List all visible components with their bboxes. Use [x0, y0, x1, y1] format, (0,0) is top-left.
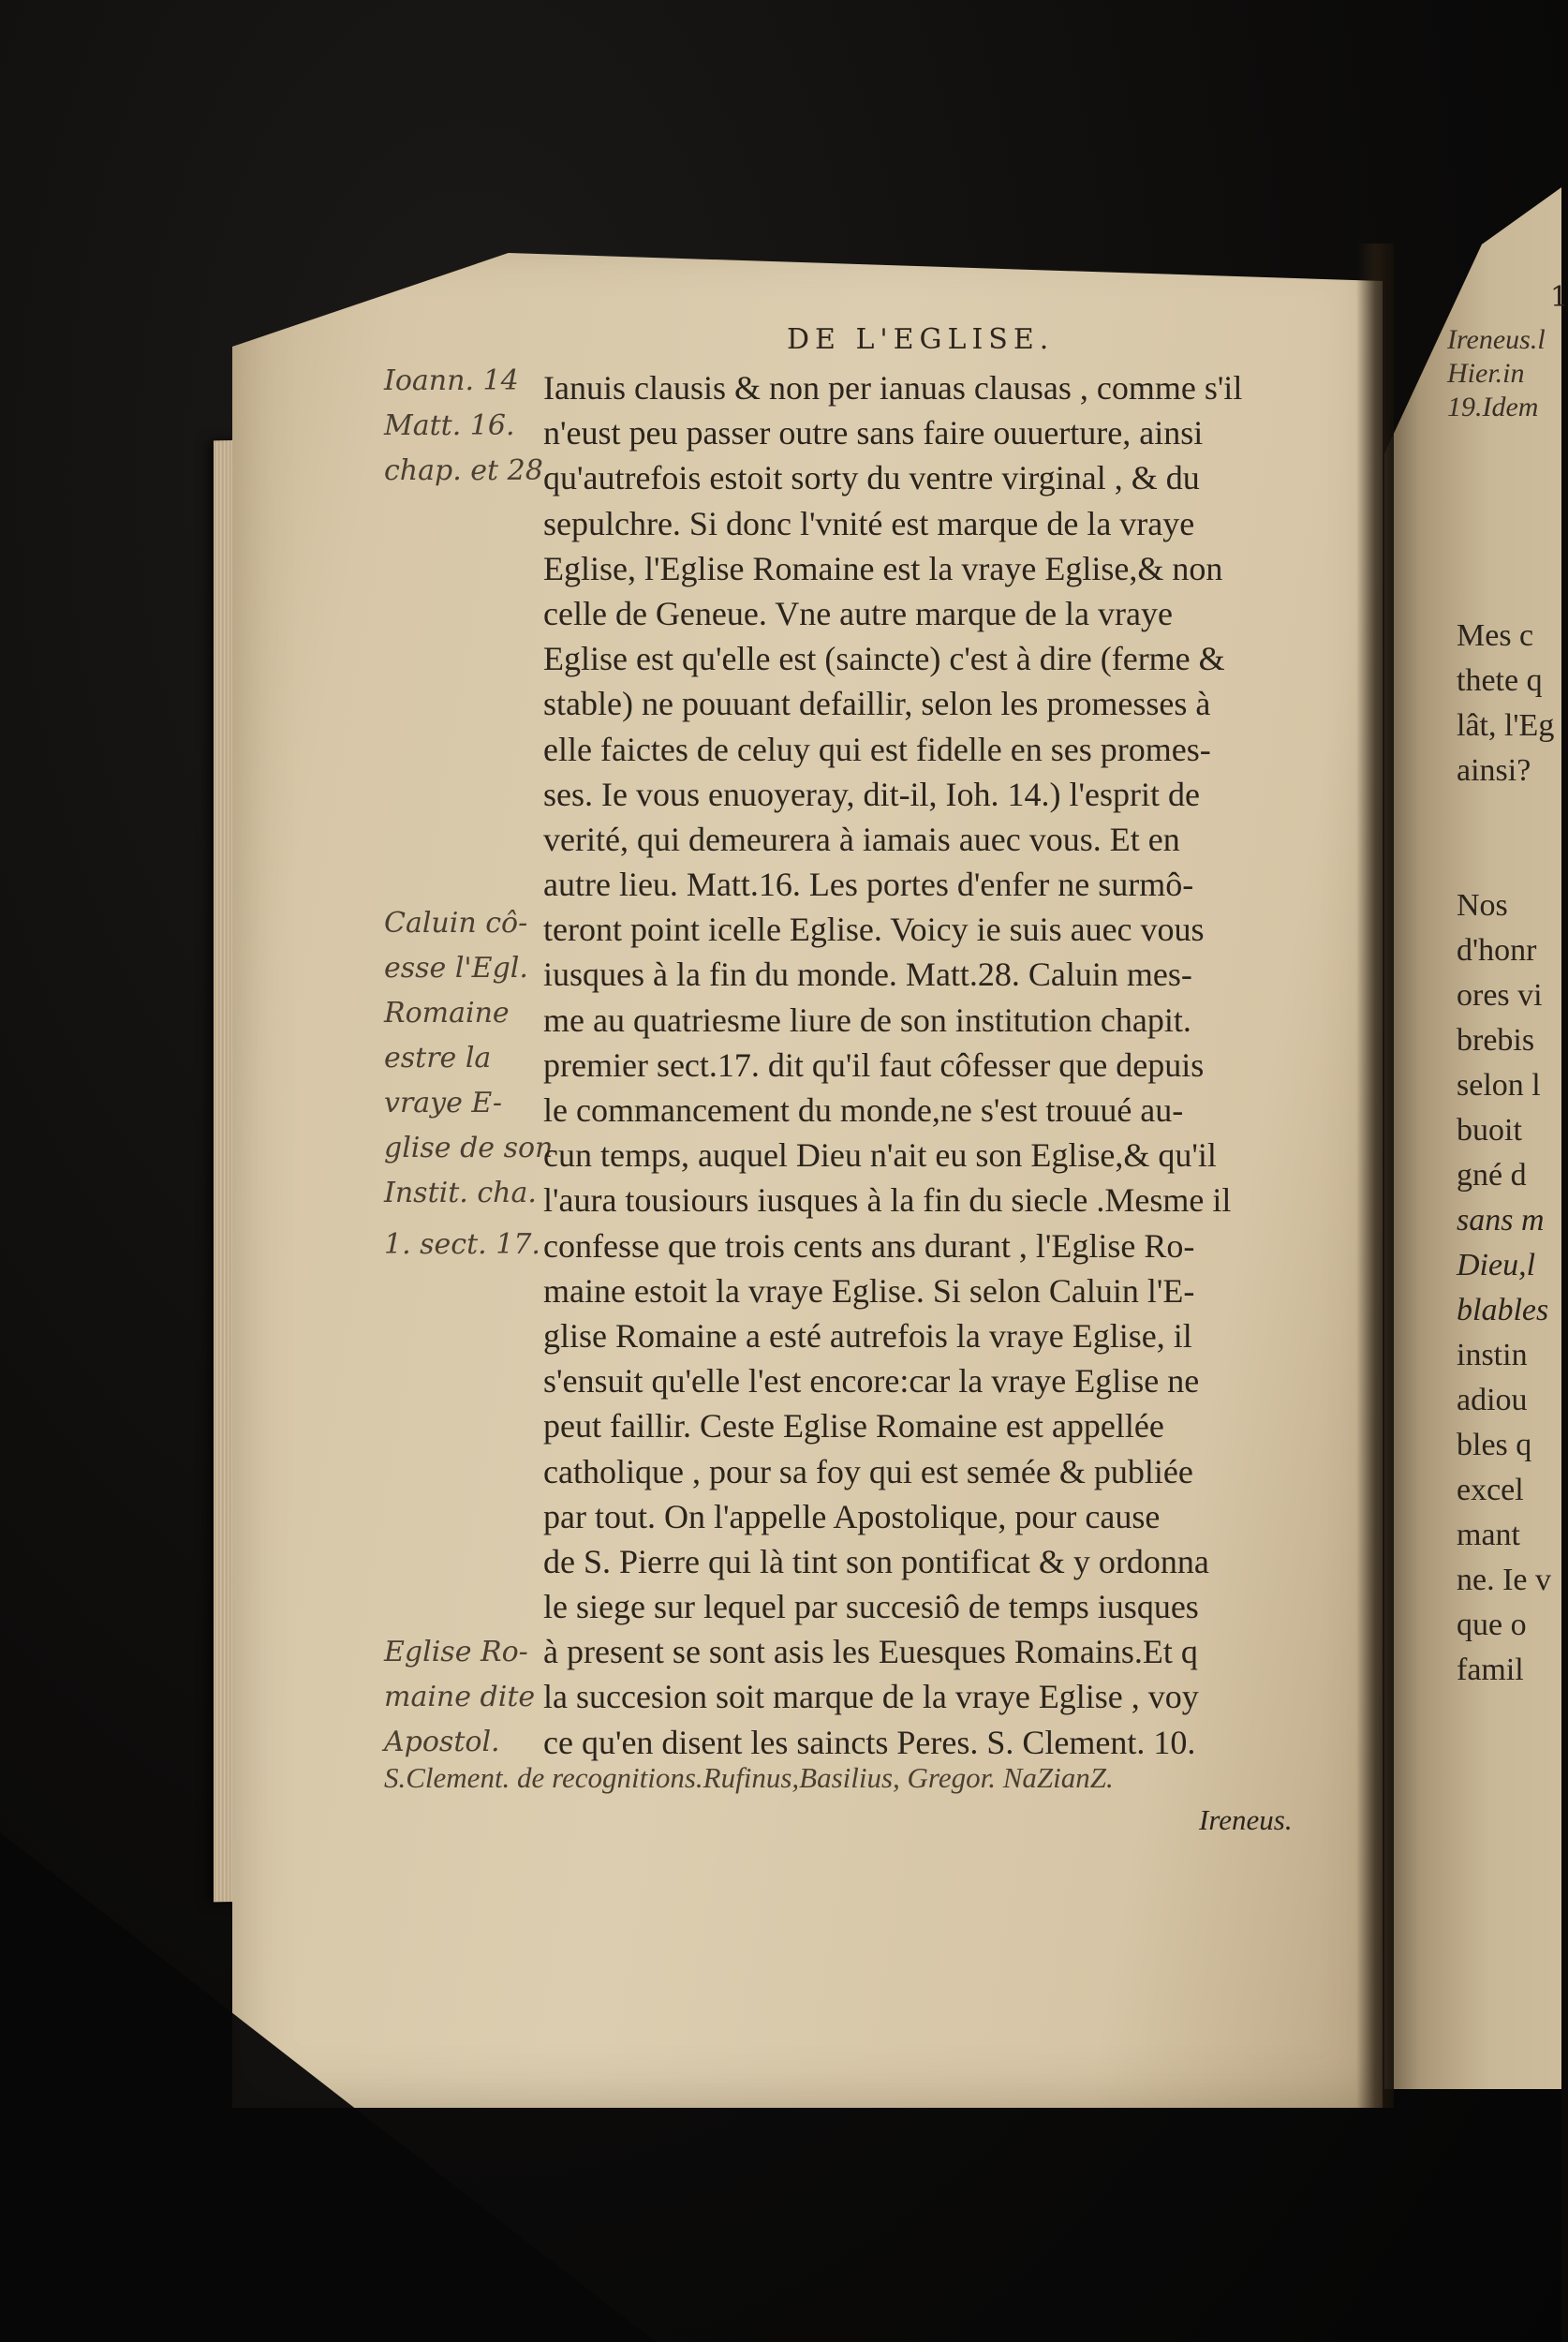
margin-note: Romaine: [384, 997, 510, 1030]
text-line: qu'autrefois estoit sorty du ventre virginal , & du: [543, 459, 1200, 497]
right-text-line: excel: [1457, 1473, 1524, 1507]
margin-note: vraye E-: [384, 1087, 503, 1119]
margin-note: esse l'Egl.: [384, 952, 528, 985]
right-text-line: selon l: [1457, 1068, 1541, 1103]
margin-note: Apostol.: [384, 1726, 500, 1758]
margin-note: 1. sect. 17.: [384, 1228, 540, 1261]
right-text-line: sans m: [1457, 1203, 1545, 1238]
right-text-line: instin: [1457, 1338, 1528, 1372]
right-text-line: mant: [1457, 1518, 1520, 1552]
right-text-line: [1457, 793, 1561, 838]
text-line: autre lieu. Matt.16. Les portes d'enfer ne surmô-: [543, 866, 1194, 904]
right-text-line: blables: [1457, 1293, 1549, 1327]
text-line: stable) ne pouuant defaillir, selon les promesses à: [543, 685, 1211, 723]
right-margin-notes: [1447, 323, 1560, 424]
right-margin-note: 19.Idem: [1447, 392, 1539, 422]
margin-note: Matt. 16.: [384, 409, 515, 442]
text-line: me au quatriesme liure de son institution chapit.: [543, 1001, 1191, 1039]
margin-note: maine dite: [384, 1681, 536, 1713]
text-line: par tout. On l'appelle Apostolique, pour cause: [543, 1497, 1161, 1535]
right-text-line: Nos: [1457, 888, 1508, 923]
text-line: maine estoit la vraye Eglise. Si selon Caluin l'E-: [543, 1271, 1195, 1310]
text-line: le commancement du monde,ne s'est trouué au-: [543, 1091, 1184, 1129]
text-line: ses. Ie vous enuoyeray, dit-il, Ioh. 14.) l'esprit de: [543, 775, 1200, 813]
text-line: elle faictes de celuy qui est fidelle en ses promes-: [543, 730, 1211, 768]
right-page-number: 1: [1550, 281, 1568, 314]
margin-note: estre la: [384, 1042, 492, 1075]
text-line: n'eust peu passer outre sans faire ouuerture, ainsi: [543, 414, 1204, 452]
text-line: confesse que trois cents ans durant , l'Eglise Ro-: [543, 1226, 1195, 1265]
text-line: glise Romaine a esté autrefois la vraye Eglise, il: [543, 1316, 1192, 1355]
text-line: Eglise, l'Eglise Romaine est la vraye Eglise,& non: [543, 549, 1223, 587]
bottom-reference: S.Clement. de recognitions.Rufinus,Basilius, Gregor. NaZianZ.: [384, 1761, 1114, 1794]
right-text-line: brebis: [1457, 1023, 1535, 1058]
margin-note: Ioann. 14: [384, 364, 519, 397]
right-text-line: d'honr: [1457, 933, 1537, 968]
margin-note: chap. et 28: [384, 454, 543, 487]
right-text-line: thete q: [1457, 663, 1543, 698]
text-line: celle de Geneue. Vne autre marque de la vraye: [543, 594, 1173, 632]
right-text-line: lât, l'Eg: [1457, 708, 1555, 743]
text-line: premier sect.17. dit qu'il faut côfesser que depuis: [543, 1045, 1205, 1084]
text-line: Ianuis clausis & non per ianuas clausas , comme s'il: [543, 369, 1243, 407]
text-line: iusques à la fin du monde. Matt.28. Caluin mes-: [543, 956, 1192, 994]
book-gutter: [1356, 244, 1394, 2108]
right-text-block: [1457, 614, 1561, 1693]
right-text-line: Dieu,l: [1457, 1248, 1536, 1282]
right-text-line: adiou: [1457, 1383, 1528, 1417]
running-head: DE L'EGLISE.: [787, 323, 1055, 356]
text-line: cun temps, auquel Dieu n'ait eu son Eglise,& qu'il: [543, 1136, 1217, 1175]
margin-note: Instit. cha.: [384, 1177, 537, 1209]
catchword: Ireneus.: [1199, 1803, 1293, 1836]
text-line: sepulchre. Si donc l'vnité est marque de la vraye: [543, 504, 1195, 542]
right-margin-note: Ireneus.l: [1447, 324, 1546, 355]
right-text-line: buoit: [1457, 1113, 1522, 1148]
right-text-line: gné d: [1457, 1158, 1527, 1193]
right-text-line: que o: [1457, 1608, 1527, 1642]
margin-note: Eglise Ro-: [384, 1636, 528, 1668]
right-margin-note: Hier.in: [1447, 358, 1525, 389]
right-text-line: ainsi?: [1457, 753, 1531, 788]
text-line: le siege sur lequel par succesiô de temps iusques: [543, 1588, 1199, 1626]
text-line: à present se sont asis les Euesques Romains.Et q: [543, 1633, 1198, 1671]
main-text-block: [543, 365, 1349, 1765]
right-text-line: famil: [1457, 1653, 1524, 1687]
right-text-line: ores vi: [1457, 978, 1543, 1013]
right-text-line: Mes c: [1457, 618, 1534, 653]
margin-note: glise de son: [384, 1132, 554, 1164]
text-line: s'ensuit qu'elle l'est encore:car la vraye Eglise ne: [543, 1362, 1200, 1401]
right-text-line: [1457, 838, 1561, 883]
right-text-line: bles q: [1457, 1428, 1532, 1462]
right-text-line: ne. Ie v: [1457, 1563, 1552, 1597]
text-line: verité, qui demeurera à iamais auec vous. Et en: [543, 820, 1180, 858]
text-line: peut faillir. Ceste Eglise Romaine est appellée: [543, 1407, 1164, 1445]
text-line: de S. Pierre qui là tint son pontificat & y ordonna: [543, 1542, 1209, 1580]
text-line: catholique , pour sa foy qui est semée & publiée: [543, 1452, 1193, 1490]
text-line: ce qu'en disent les saincts Peres. S. Clement. 10.: [543, 1723, 1196, 1761]
text-line: l'aura tousiours iusques à la fin du siecle .Mesme il: [543, 1181, 1232, 1220]
margin-note: Caluin cô-: [384, 907, 528, 940]
text-line: teront point icelle Eglise. Voicy ie suis auec vous: [543, 911, 1205, 949]
text-line: Eglise est qu'elle est (saincte) c'est à dire (ferme &: [543, 640, 1225, 678]
text-line: la succesion soit marque de la vraye Eglise , voy: [543, 1678, 1199, 1716]
